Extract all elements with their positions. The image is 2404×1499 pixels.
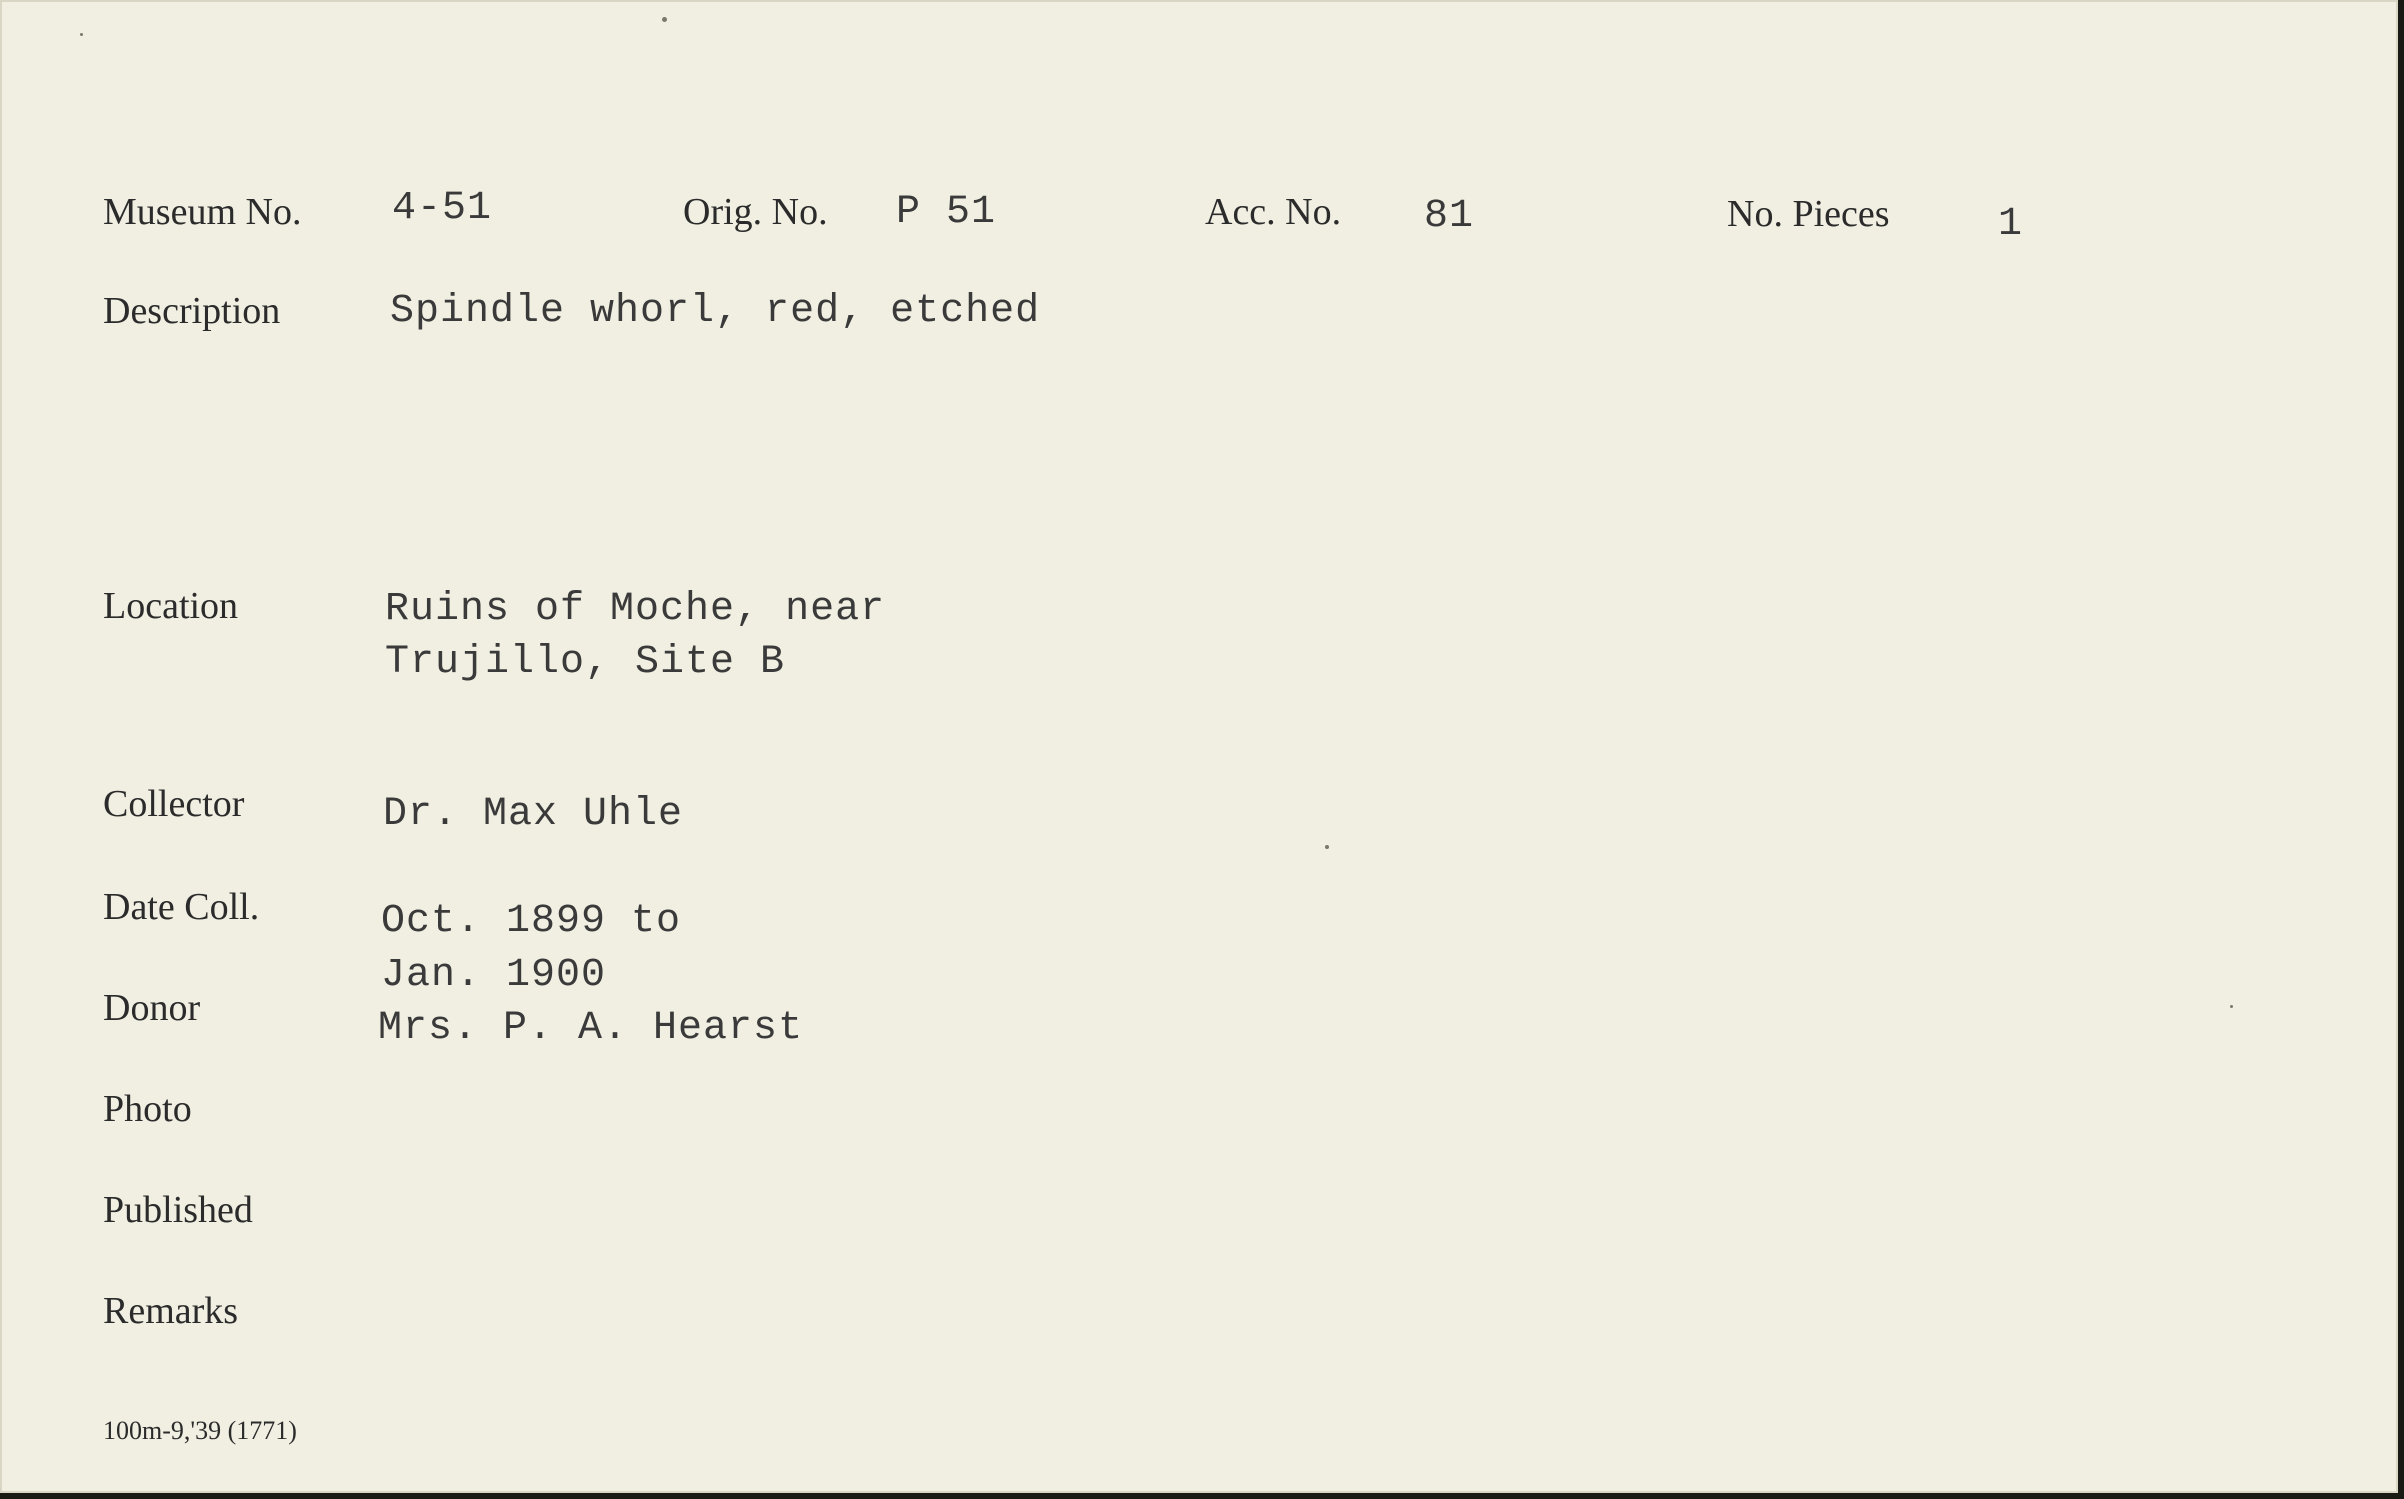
acc-no-label: Acc. No. bbox=[1205, 191, 1342, 233]
description-value: Spindle whorl, red, etched bbox=[390, 289, 1041, 334]
remarks-label: Remarks bbox=[103, 1290, 239, 1332]
collector-label: Collector bbox=[103, 783, 245, 825]
location-line-1: Ruins of Moche, near bbox=[385, 587, 886, 632]
no-pieces-label: No. Pieces bbox=[1727, 193, 1890, 235]
date-coll-line-1: Oct. 1899 to bbox=[381, 899, 682, 944]
museum-no-label: Museum No. bbox=[103, 191, 302, 233]
date-coll-line-2: Jan. 1900 bbox=[381, 953, 607, 998]
published-label: Published bbox=[103, 1189, 253, 1231]
donor-label: Donor bbox=[103, 987, 201, 1029]
card-speck bbox=[1325, 845, 1329, 849]
description-label: Description bbox=[103, 290, 281, 332]
location-line-2: Trujillo, Site B bbox=[385, 640, 786, 685]
card-speck bbox=[2230, 1005, 2233, 1008]
photo-label: Photo bbox=[103, 1088, 192, 1130]
donor-value: Mrs. P. A. Hearst bbox=[378, 1006, 804, 1051]
card-speck bbox=[662, 17, 667, 22]
card-speck bbox=[80, 33, 83, 36]
collector-value: Dr. Max Uhle bbox=[383, 792, 684, 837]
museum-no-value: 4-51 bbox=[392, 186, 493, 231]
print-code: 100m-9,'39 (1771) bbox=[103, 1416, 297, 1445]
no-pieces-value: 1 bbox=[1998, 202, 2024, 247]
orig-no-value: P 51 bbox=[896, 190, 997, 235]
orig-no-label: Orig. No. bbox=[683, 191, 828, 233]
date-coll-label: Date Coll. bbox=[103, 886, 260, 928]
acc-no-value: 81 bbox=[1424, 194, 1475, 239]
location-label: Location bbox=[103, 585, 239, 627]
